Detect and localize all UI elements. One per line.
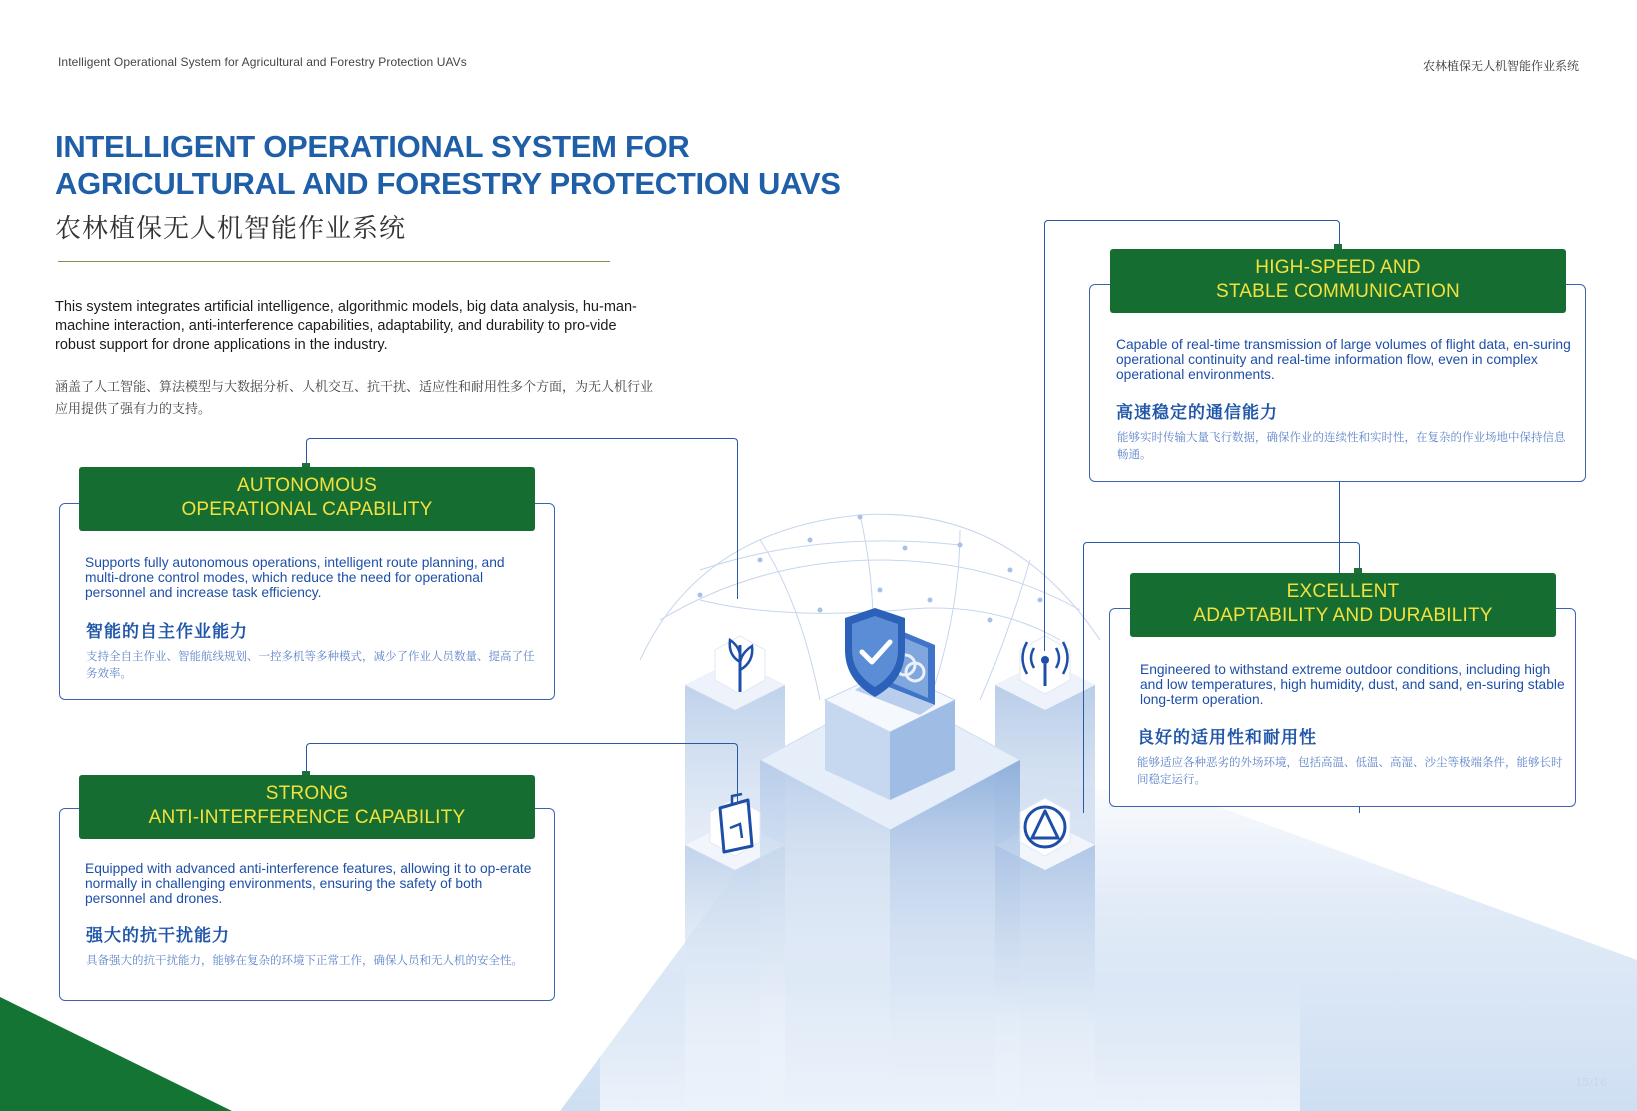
page-title-cn: 农林植保无人机智能作业系统 — [55, 214, 407, 244]
card-heading-cn: 强大的抗干扰能力 — [86, 926, 230, 946]
page-title — [55, 128, 841, 202]
tag-line-1: HIGH-SPEED AND — [1255, 257, 1421, 278]
tag-line-2: ADAPTABILITY AND DURABILITY — [1193, 605, 1493, 626]
feature-tag-adaptability — [1130, 573, 1556, 637]
tag-line-1: STRONG — [265, 783, 349, 804]
card-heading-cn: 良好的适用性和耐用性 — [1137, 728, 1317, 748]
card-heading-cn: 智能的自主作业能力 — [86, 622, 248, 642]
card-en-text: Equipped with advanced anti-interference features, allowing it to op-erate normally in challenging environments, ensuring the safety of both personnel and drones. — [85, 861, 532, 906]
title-divider — [58, 261, 610, 262]
intro-en: This system integrates artificial intelligence, algorithmic models, big data analysis, hu-man-machine interaction, anti-interference capabilities, adaptability, and durability to pro-vide robust support for drone applications in the industry. — [55, 299, 637, 353]
card-en-text: Engineered to withstand extreme outdoor conditions, including high and low temperatures, high humidity, dust, and sand, en-suring stable long-term operation. — [1140, 662, 1565, 707]
intro-cn: 涵盖了人工智能、算法模型与大数据分析、人机交互、抗干扰、适应性和耐用性多个方面，为无人机行业应用提供了强有力的支持。 — [55, 380, 654, 417]
card-cn-text: 能够实时传输大量飞行数据，确保作业的连续性和实时性，在复杂的作业场地中保持信息畅通。 — [1117, 430, 1566, 461]
card-cn-text: 支持全自主作业、智能航线规划、一控多机等多种模式，减少了作业人员数量、提高了任务效率。 — [86, 649, 535, 680]
tag-line-2: ANTI-INTERFERENCE CAPABILITY — [148, 807, 466, 828]
tag-line-2: STABLE COMMUNICATION — [1216, 281, 1460, 302]
card-en-text: Supports fully autonomous operations, intelligent route planning, and multi-drone control modes, which reduce the need for operational personnel and increase task efficiency. — [85, 555, 505, 600]
feature-tag-autonomous — [79, 467, 535, 531]
tag-line-1: EXCELLENT — [1286, 581, 1400, 602]
card-en-text: Capable of real-time transmission of large volumes of flight data, en-suring operational continuity and real-time information flow, even in complex operational environments. — [1116, 337, 1571, 382]
tag-line-1: AUTONOMOUS — [237, 475, 377, 496]
header-left-text: Intelligent Operational System for Agricultural and Forestry Protection UAVs — [58, 55, 467, 69]
card-cn-text: 具备强大的抗干扰能力，能够在复杂的环境下正常工作，确保人员和无人机的安全性。 — [86, 953, 523, 967]
corner-decoration — [0, 997, 232, 1111]
card-cn-text: 能够适应各种恶劣的外场环境，包括高温、低温、高湿、沙尘等极端条件，能够长时间稳定运行。 — [1137, 755, 1563, 786]
header-right-text: 农林植保无人机智能作业系统 — [1422, 59, 1579, 73]
feature-tag-anti-interference — [79, 775, 535, 839]
tag-line-2: OPERATIONAL CAPABILITY — [181, 499, 433, 520]
card-heading-cn: 高速稳定的通信能力 — [1116, 403, 1278, 423]
page-number: 15/16 — [1575, 1076, 1607, 1089]
title-line-2: AGRICULTURAL AND FORESTRY PROTECTION UAVS — [55, 166, 841, 201]
title-line-1: INTELLIGENT OPERATIONAL SYSTEM FOR — [55, 129, 690, 164]
feature-tag-communication — [1110, 249, 1566, 313]
